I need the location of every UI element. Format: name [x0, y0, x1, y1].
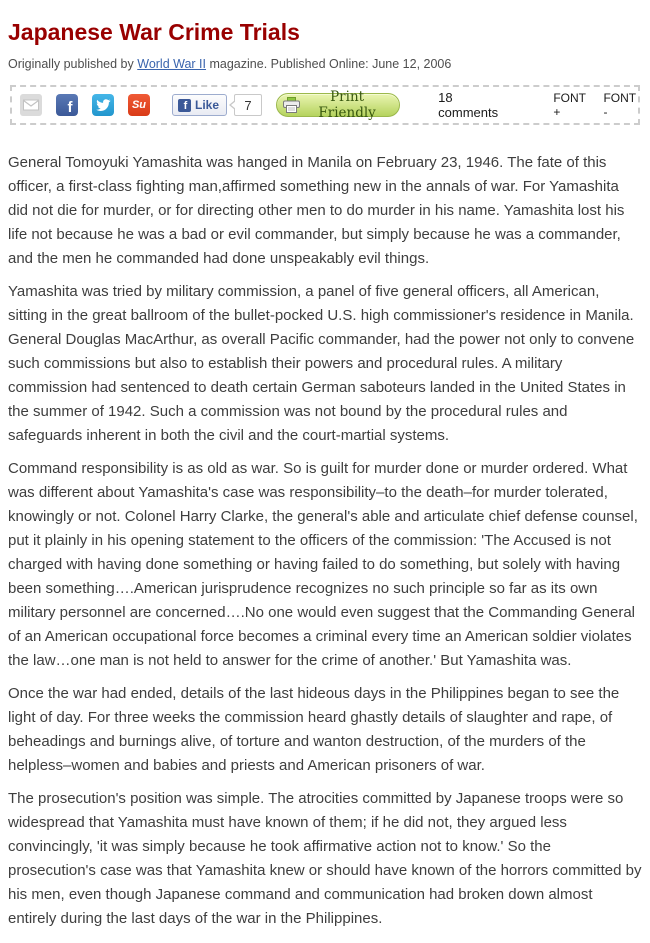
- facebook-like-button[interactable]: [172, 94, 227, 116]
- article-paragraph: Yamashita was tried by military commission, a panel of five general officers, all American, sitting in the great ballroom of the bullet-pocked U.S. high commissioner's residence in Manila. General Douglas MacArthur, as overall Pacific commander, had the power not only to convene such commissions but also to establish their powers and procedural rules. A military commission had sentenced to death certain German saboteurs landed in the United States in the summer of 1942. Such a commission was not bound by the procedural rules and safeguards inherent in both the civil and the court-martial systems.: [8, 283, 635, 444]
- printer-icon: [283, 97, 300, 113]
- article-paragraph: General Tomoyuki Yamashita was hanged in Manila on February 23, 1946. The fate of this officer, a first-class fighting man,affirmed something new in the annals of war. For Yamashita did not die for murder, or for directing other men to do murder in his name. Yamashita lost his life not because he was a bad or evil commander, but simply because he was a commander, and the men he commanded had done unspeakably evil things.: [8, 154, 625, 267]
- page-title: Japanese War Crime Trials: [8, 19, 300, 45]
- share-icons-group: [20, 94, 150, 116]
- article-paragraph: The prosecution's position was simple. The atrocities committed by Japanese troops were so widespread that Yamashita must have known of them; if he did not, they argued less convincingly, 'it was simply because he took affirmative action not to know.' So the prosecution's case was that Yamashita knew or should have known of the horrors committed by his men, even though Japanese command and communication had broken down almost entirely during the last days of the war in the Philippines.: [8, 790, 642, 927]
- comments-link[interactable]: 18 comments: [438, 90, 499, 120]
- font-decrease-button[interactable]: FONT -: [603, 91, 636, 119]
- facebook-icon[interactable]: f: [56, 94, 78, 116]
- share-toolbar: [10, 85, 640, 125]
- article-paragraph: Command responsibility is as old as war. So is guilt for murder done or murder ordered. What was different about Yamashita's case was responsibility–to the death–for murder tolerated, knowingly or not. Colonel Harry Clarke, the general's able and articulate chief defense counsel, put it plainly in his opening statement to the officers of the commission: 'The Accused is not charged with having done something or having failed to do something, but solely with having been something….American jurisprudence recognizes no such principle so far as its own military personnel are concerned….No one would even suggest that the Commanding General of an American occupational force becomes a criminal every time an American soldier violates the law…one man is not held to answer for the crime of another.' But Yamashita was.: [8, 460, 638, 669]
- print-friendly-button[interactable]: [276, 89, 400, 121]
- like-count-badge: 7: [234, 94, 262, 116]
- facebook-f-icon: f: [178, 99, 191, 112]
- like-button-label: Like: [195, 98, 220, 112]
- byline-prefix: Originally published by: [8, 57, 138, 71]
- magazine-link[interactable]: World War II: [137, 57, 207, 71]
- print-friendly-label: Print Friendly: [318, 89, 376, 121]
- byline-suffix: magazine. Published Online: June 12, 2006: [206, 57, 452, 71]
- font-size-controls: [553, 91, 638, 119]
- font-increase-button[interactable]: FONT +: [553, 91, 586, 119]
- email-icon[interactable]: [20, 94, 42, 116]
- stumbleupon-icon[interactable]: Su: [128, 94, 150, 116]
- article-page: [0, 20, 650, 931]
- article-body: [8, 151, 642, 931]
- twitter-icon[interactable]: [92, 94, 114, 116]
- article-paragraph: Once the war had ended, details of the last hideous days in the Philippines began to see the light of day. For three weeks the commission heard ghastly details of slaughter and rape, of beheadings and burnings alive, of torture and wanton destruction, of the murders of the helpless–women and babies and priests and American prisoners of war.: [8, 685, 620, 774]
- byline: [8, 57, 642, 71]
- facebook-like-group: [172, 94, 262, 116]
